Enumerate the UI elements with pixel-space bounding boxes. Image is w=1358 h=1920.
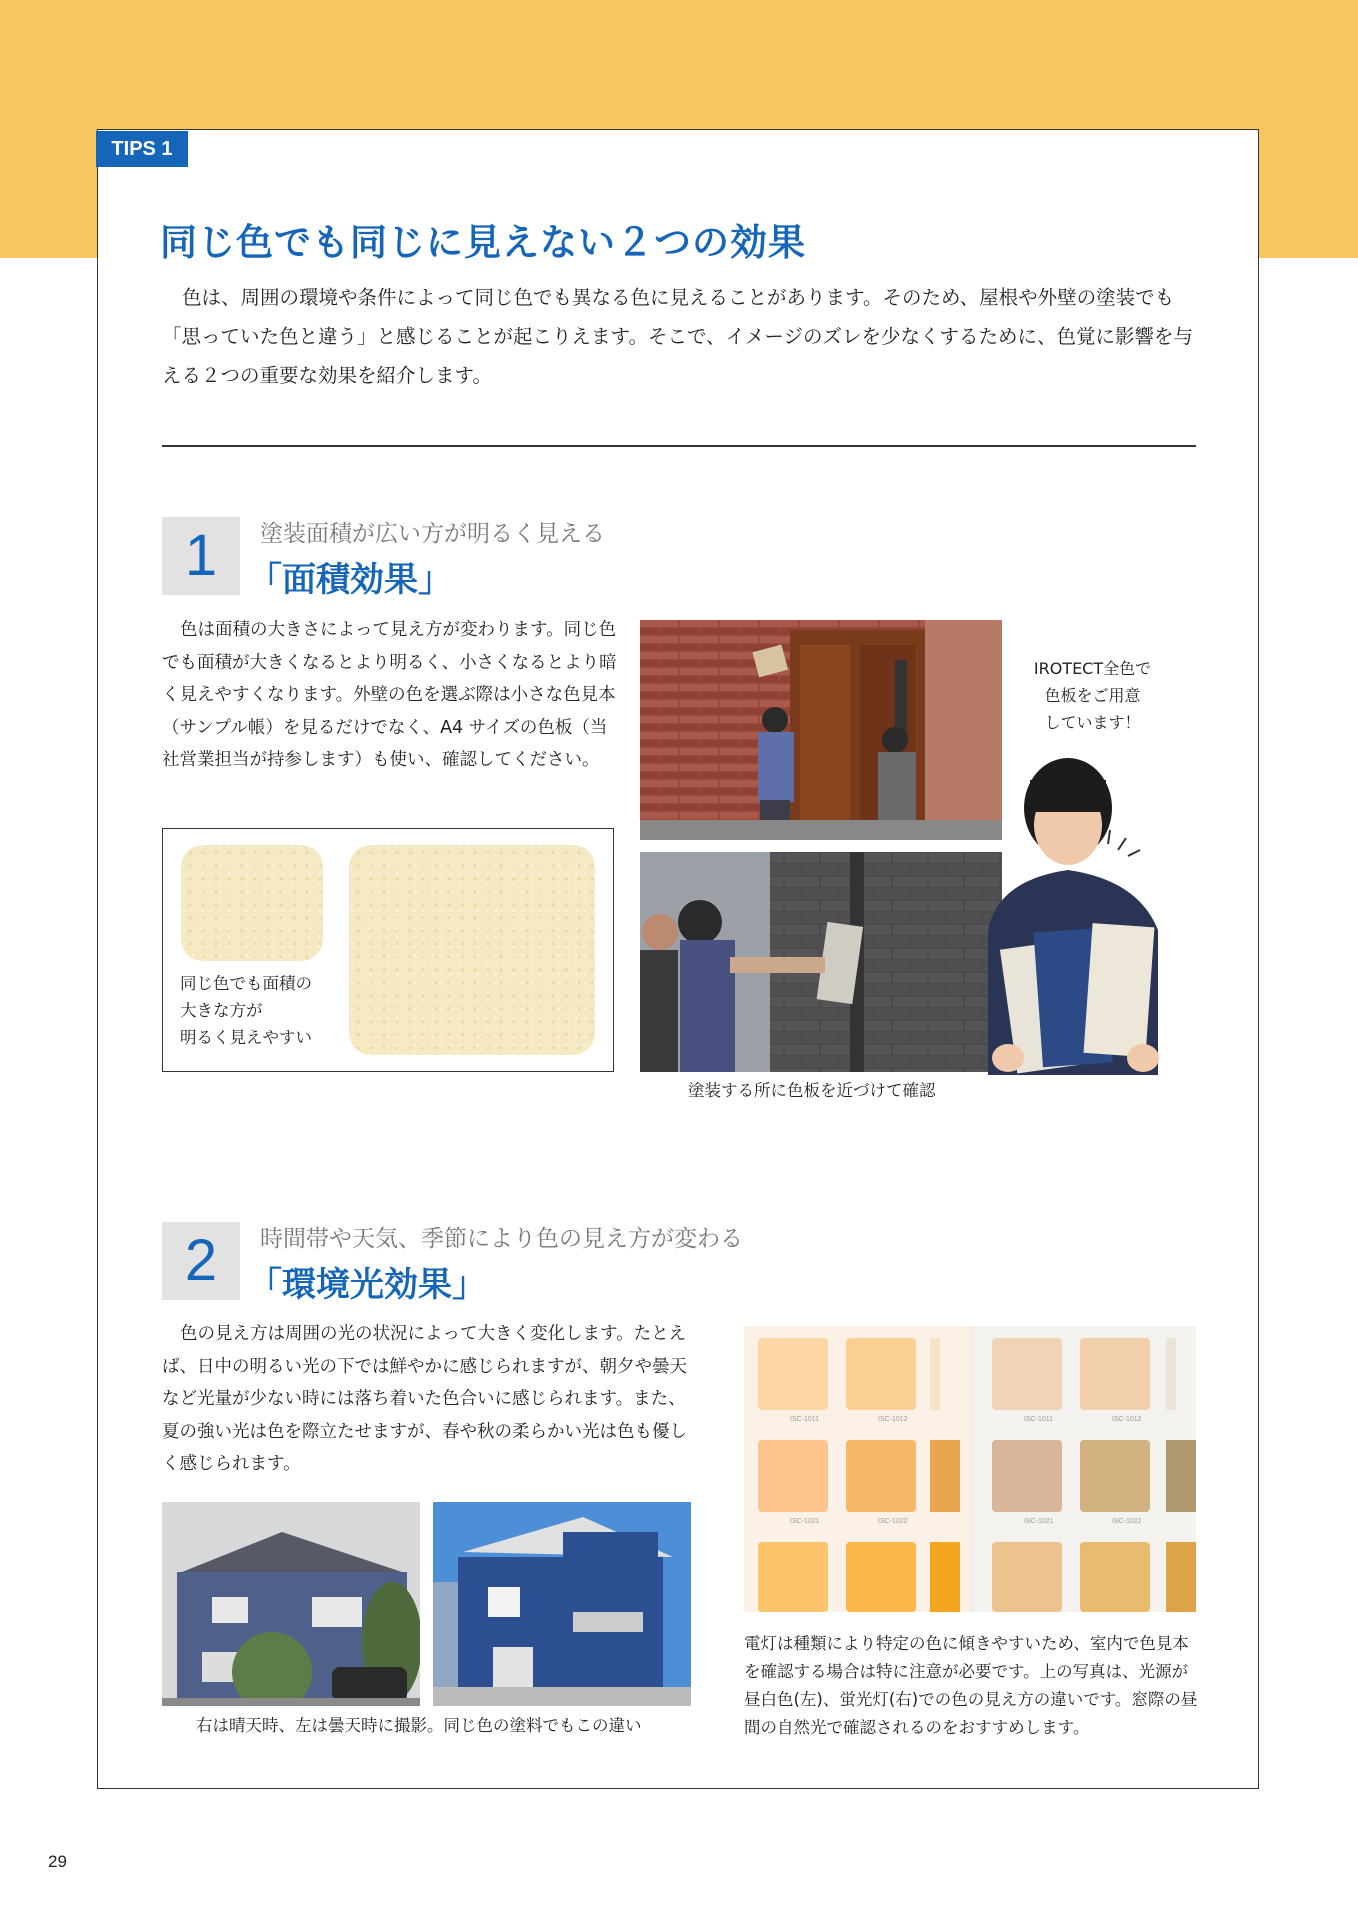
chip-label: ISC-1022 bbox=[1112, 1518, 1142, 1525]
intro-paragraph: 色は、周囲の環境や条件によって同じ色でも異なる色に見えることがあります。そのため、屋根や外壁の塗装でも「思っていた色と違う」と感じることが起こりえます。そこで、イメージのズレを少なくするために、色覚に影響を与える２つの重要な効果を紹介します。 bbox=[162, 286, 1193, 387]
chip-label: ISC-1012 bbox=[878, 1416, 908, 1423]
callout-text: IROTECT全色で 色板をご用意 しています！ bbox=[1033, 659, 1152, 732]
section-number-2: 2 bbox=[162, 1222, 240, 1300]
section2-subtitle: 時間帯や天気、季節により色の見え方が変わる bbox=[260, 1226, 743, 1252]
section1-heading: 「面積効果」 bbox=[248, 560, 452, 600]
section-number-1: 1 bbox=[162, 517, 240, 595]
divider bbox=[162, 445, 1196, 447]
chip-label: ISC-1011 bbox=[1024, 1416, 1054, 1423]
door-photo bbox=[640, 620, 1002, 840]
staff-photo bbox=[968, 740, 1188, 1075]
house-photo-cloudy bbox=[162, 1502, 420, 1706]
tips-badge: TIPS 1 bbox=[96, 131, 188, 167]
section1-subtitle: 塗装面積が広い方が明るく見える bbox=[260, 521, 605, 547]
small-color-swatch bbox=[181, 845, 323, 961]
chip-label: ISC-1022 bbox=[878, 1518, 908, 1525]
house-photo-sunny bbox=[433, 1502, 691, 1706]
page-title: 同じ色でも同じに見えない２つの効果 bbox=[160, 221, 806, 264]
chip-label: ISC-1021 bbox=[1024, 1518, 1054, 1525]
chip-label: ISC-1012 bbox=[1112, 1416, 1142, 1423]
house-photo-caption: 右は晴天時、左は曇天時に撮影。同じ色の塗料でもこの違い bbox=[196, 1716, 642, 1735]
section2-body: 色の見え方は周囲の光の状況によって大きく変化します。たとえば、日中の明るい光の下では鮮やかに感じられますが、朝夕や曇天など光量が少ない時には落ち着いた色合いに感じられます。また、夏の強い光は色を際立たせますが、春や秋の柔らかい光は色も優しく感じられます。 bbox=[162, 1324, 687, 1474]
section1-body: 色は面積の大きさによって見え方が変わります。同じ色でも面積が大きくなるとより明るく、小さくなるとより暗く見えやすくなります。外壁の色を選ぶ際は小さな色見本（サンプル帳）を見るだけでなく、A4 サイズの色板（当社営業担当が持参します）も使い、確認してください。 bbox=[162, 620, 617, 770]
color-chip-comparison-photo bbox=[744, 1326, 1196, 1612]
section2-heading: 「環境光効果」 bbox=[248, 1265, 486, 1305]
chip-label: ISC-1021 bbox=[790, 1518, 820, 1525]
large-color-swatch bbox=[349, 845, 595, 1055]
page-number: 29 bbox=[48, 1852, 67, 1871]
sample-caption: 同じ色でも面積の 大きな方が 明るく見えやすい bbox=[180, 974, 312, 1047]
photo-caption: 塗装する所に色板を近づけて確認 bbox=[688, 1081, 936, 1100]
light-caption: 電灯は種類により特定の色に傾きやすいため、室内で色見本を確認する場合は特に注意が必要です。上の写真は、光源が昼白色(左)、蛍光灯(右)での色の見え方の違いです。窓際の昼間の自然光で確認されるのをおすすめします。 bbox=[744, 1634, 1198, 1737]
chip-label: ISC-1011 bbox=[790, 1416, 820, 1423]
wall-photo bbox=[640, 852, 1002, 1072]
